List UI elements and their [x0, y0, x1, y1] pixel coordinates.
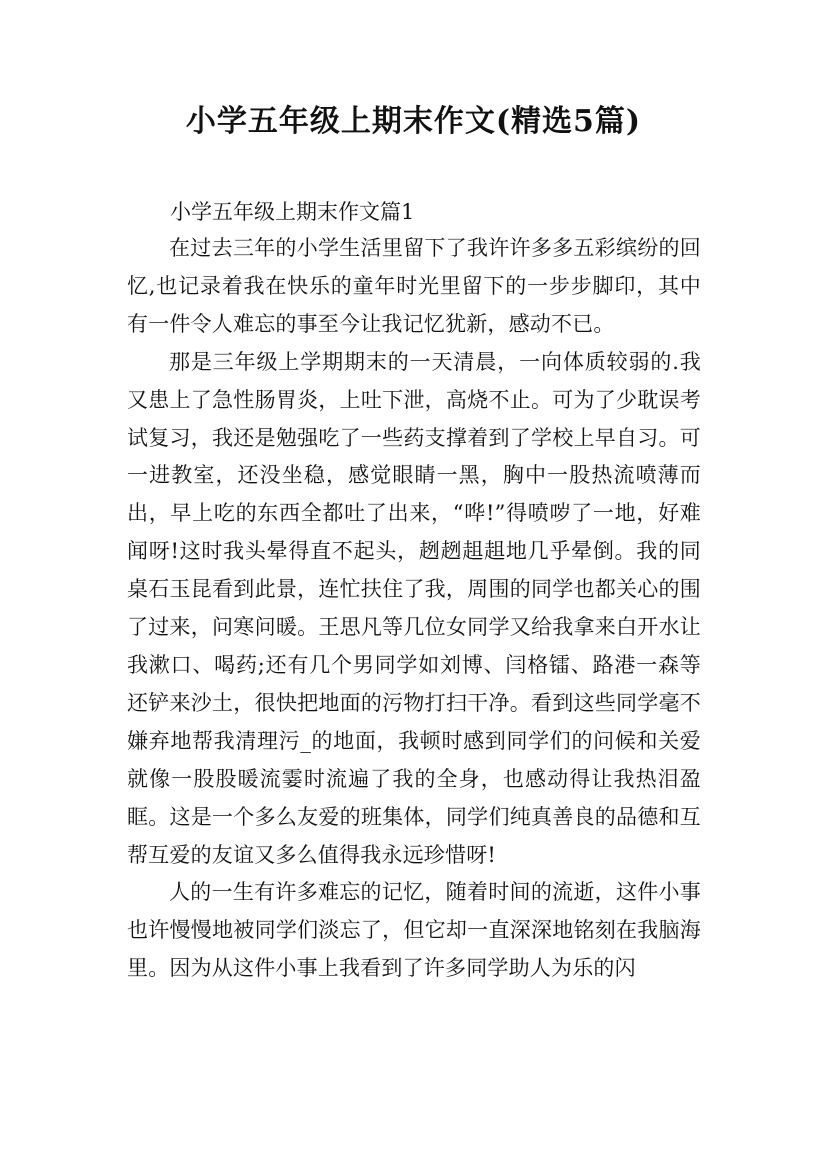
paragraph: 那是三年级上学期期末的一天清晨，一向体质较弱的.我又患上了急性肠胃炎，上吐下泄，高烧不止。可为了少耽误考试复习，我还是勉强吃了一些药支撑着到了学校上早自习。可一进教室，还没坐稳，感觉眼睛一黑，胸中一股热流喷薄而出，早上吃的东西全都吐了出来，“哗!”得喷哕了一地，好难闻呀!这时我头晕得直不起头，趔趔趄趄地几乎晕倒。我的同桌石玉昆看到此景，连忙扶住了我，周围的同学也都关心的围了过来，问寒问暖。王思凡等几位女同学又给我拿来白开水让我漱口、喝药;还有几个男同学如刘博、闫格镭、路港一森等还铲来沙土，很快把地面的污物打扫干净。看到这些同学毫不嫌弃地帮我清理污_的地面，我顿时感到同学们的问候和关爱就像一股股暖流霎时流遍了我的全身，也感动得让我热泪盈眶。这是一个多么友爱的班集体，同学们纯真善良的品德和互帮互爱的友谊又多么值得我永远珍惜呀! — [127, 349, 701, 867]
document-body — [127, 230, 701, 988]
paragraph: 在过去三年的小学生活里留下了我许许多多五彩缤纷的回忆,也记录着我在快乐的童年时光里留下的一步步脚印，其中有一件令人难忘的事至今让我记忆犹新，感动不已。 — [127, 236, 701, 336]
section-heading: 小学五年级上期末作文篇1 — [170, 200, 415, 224]
document-title: 小学五年级上期末作文(精选5篇) — [185, 104, 642, 139]
paragraph: 人的一生有许多难忘的记忆，随着时间的流逝，这件小事也许慢慢地被同学们淡忘了，但它却一直深深地铭刻在我脑海里。因为从这件小事上我看到了许多同学助人为乐的闪 — [127, 880, 701, 981]
